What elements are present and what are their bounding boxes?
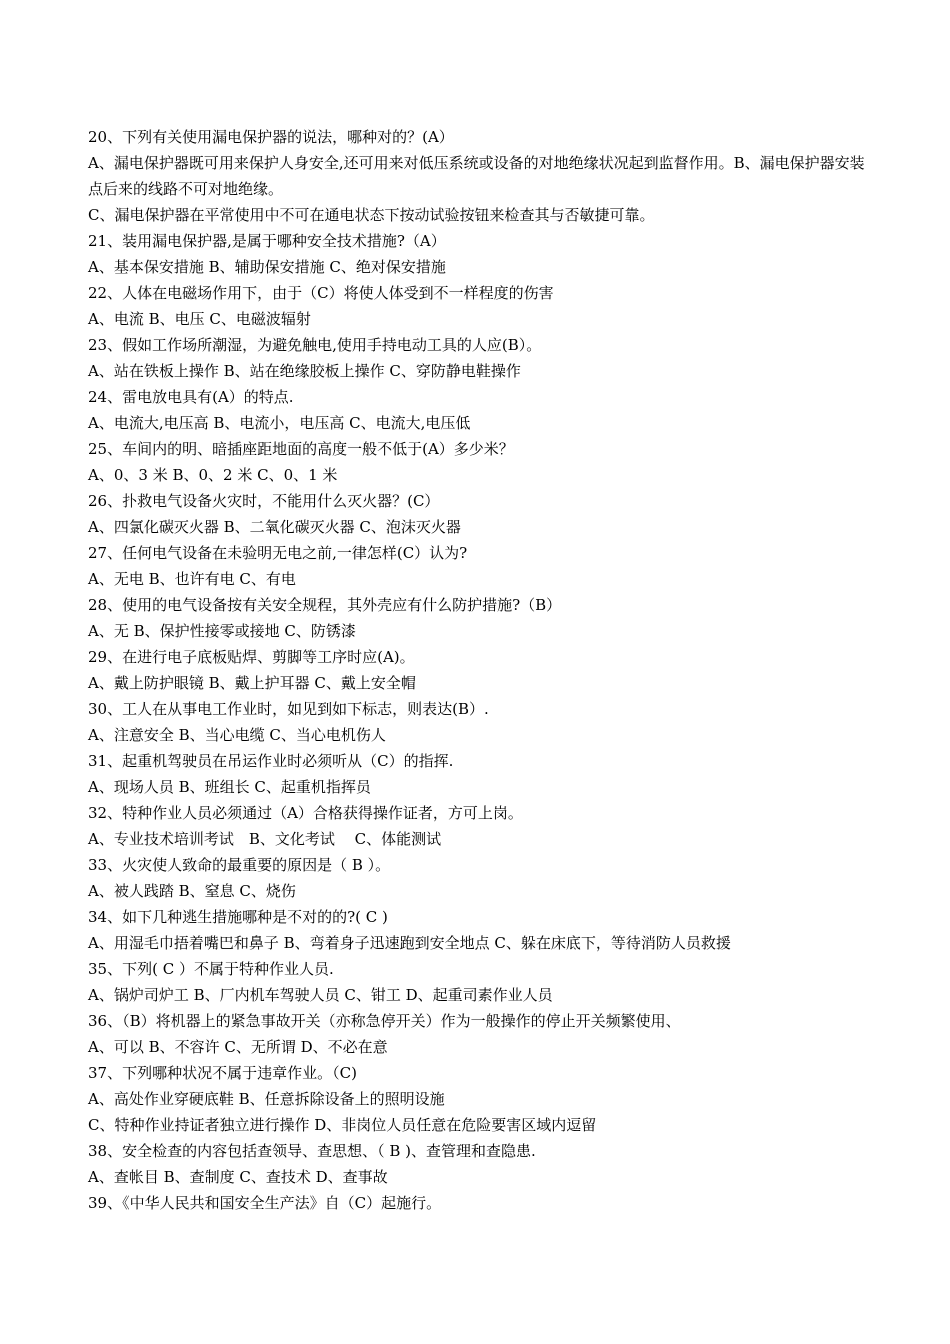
text-line: A、可以 B、不容许 C、无所谓 D、不必在意 bbox=[88, 1038, 388, 1056]
text-line: A、专业技术培训考试 B、文化考试 C、体能测试 bbox=[88, 830, 442, 848]
text-line: 28、使用的电气设备按有关安全规程，其外壳应有什么防护措施?（B） bbox=[88, 596, 562, 614]
text-line: 20、下列有关使用漏电保护器的说法，哪种对的？(A） bbox=[88, 128, 454, 146]
text-line: C、特种作业持证者独立进行操作 D、非岗位人员任意在危险要害区域内逗留 bbox=[88, 1116, 597, 1134]
text-line: A、被人践踏 B、窒息 C、烧伤 bbox=[88, 882, 296, 900]
text-line: 22、人体在电磁场作用下，由于（C）将使人体受到不一样程度的伤害 bbox=[88, 284, 554, 302]
text-line: A、无电 B、也许有电 C、有电 bbox=[88, 570, 296, 588]
document-page bbox=[88, 124, 878, 1216]
text-line: 34、如下几种逃生措施哪种是不对的的?( C ) bbox=[88, 908, 388, 926]
text-line: C、漏电保护器在平常使用中不可在通电状态下按动试验按钮来检查其与否敏捷可靠。 bbox=[88, 206, 655, 224]
text-line: A、查帐目 B、查制度 C、查技术 D、查事故 bbox=[88, 1168, 388, 1186]
text-line: 26、扑救电气设备火灾时，不能用什么灭火器？(C） bbox=[88, 492, 440, 510]
text-line: 29、在进行电子底板贴焊、剪脚等工序时应(A)。 bbox=[88, 648, 415, 666]
text-line: A、0、3 米 B、0、2 米 C、0、1 米 bbox=[88, 466, 338, 484]
text-line: 21、装用漏电保护器,是属于哪种安全技术措施?（A） bbox=[88, 232, 446, 250]
text-line: 36、（B）将机器上的紧急事故开关（亦称急停开关）作为一般操作的停止开关频繁使用、 bbox=[88, 1012, 681, 1030]
text-line: A、锅炉司炉工 B、厂内机车驾驶人员 C、钳工 D、起重司素作业人员 bbox=[88, 986, 553, 1004]
text-line: 37、下列哪种状况不属于违章作业。（C) bbox=[88, 1064, 357, 1082]
text-line: 27、任何电气设备在未验明无电之前,一律怎样(C）认为? bbox=[88, 544, 468, 562]
text-line: 39、《中华人民共和国安全生产法》自（C）起施行。 bbox=[88, 1194, 442, 1212]
text-line: A、注意安全 B、当心电缆 C、当心电机伤人 bbox=[88, 726, 386, 744]
text-line: A、电流 B、电压 C、电磁波辐射 bbox=[88, 310, 311, 328]
text-line: 30、工人在从事电工作业时，如见到如下标志，则表达(B）. bbox=[88, 700, 489, 718]
text-line: A、现场人员 B、班组长 C、起重机指挥员 bbox=[88, 778, 371, 796]
text-line: A、漏电保护器既可用来保护人身安全,还可用来对低压系统或设备的对地绝缘状况起到监督作用。B、漏电保护器安装点后来的线路不可对地绝缘。 bbox=[88, 154, 865, 198]
text-line: A、戴上防护眼镜 B、戴上护耳器 C、戴上安全帽 bbox=[88, 674, 416, 692]
text-line: A、电流大,电压高 B、电流小，电压高 C、电流大,电压低 bbox=[88, 414, 471, 432]
text-line: 31、起重机驾驶员在吊运作业时必须听从（C）的指挥. bbox=[88, 752, 454, 770]
text-line: 25、车间内的明、暗插座距地面的高度一般不低于(A）多少米？ bbox=[88, 440, 514, 458]
text-line: A、无 B、保护性接零或接地 C、防锈漆 bbox=[88, 622, 356, 640]
text-line: 23、假如工作场所潮湿，为避免触电,使用手持电动工具的人应(B）。 bbox=[88, 336, 542, 354]
text-line: 35、下列( C ）不属于特种作业人员. bbox=[88, 960, 334, 978]
text-line: A、站在铁板上操作 B、站在绝缘胶板上操作 C、穿防静电鞋操作 bbox=[88, 362, 521, 380]
text-line: 38、安全检查的内容包括查领导、查思想、（ B )、查管理和查隐患. bbox=[88, 1142, 536, 1160]
text-line: A、基本保安措施 B、辅助保安措施 C、绝对保安措施 bbox=[88, 258, 446, 276]
text-line: A、四氯化碳灭火器 B、二氧化碳灭火器 C、泡沫灭火器 bbox=[88, 518, 461, 536]
text-line: 32、特种作业人员必须通过（A）合格获得操作证者，方可上岗。 bbox=[88, 804, 523, 822]
text-line: A、用湿毛巾捂着嘴巴和鼻子 B、弯着身子迅速跑到安全地点 C、躲在床底下，等待消防人员救援 bbox=[88, 934, 731, 952]
text-line: A、高处作业穿硬底鞋 B、任意拆除设备上的照明设施 bbox=[88, 1090, 445, 1108]
text-line: 33、火灾使人致命的最重要的原因是（ B ）。 bbox=[88, 856, 391, 874]
text-line: 24、雷电放电具有(A）的特点. bbox=[88, 388, 294, 406]
